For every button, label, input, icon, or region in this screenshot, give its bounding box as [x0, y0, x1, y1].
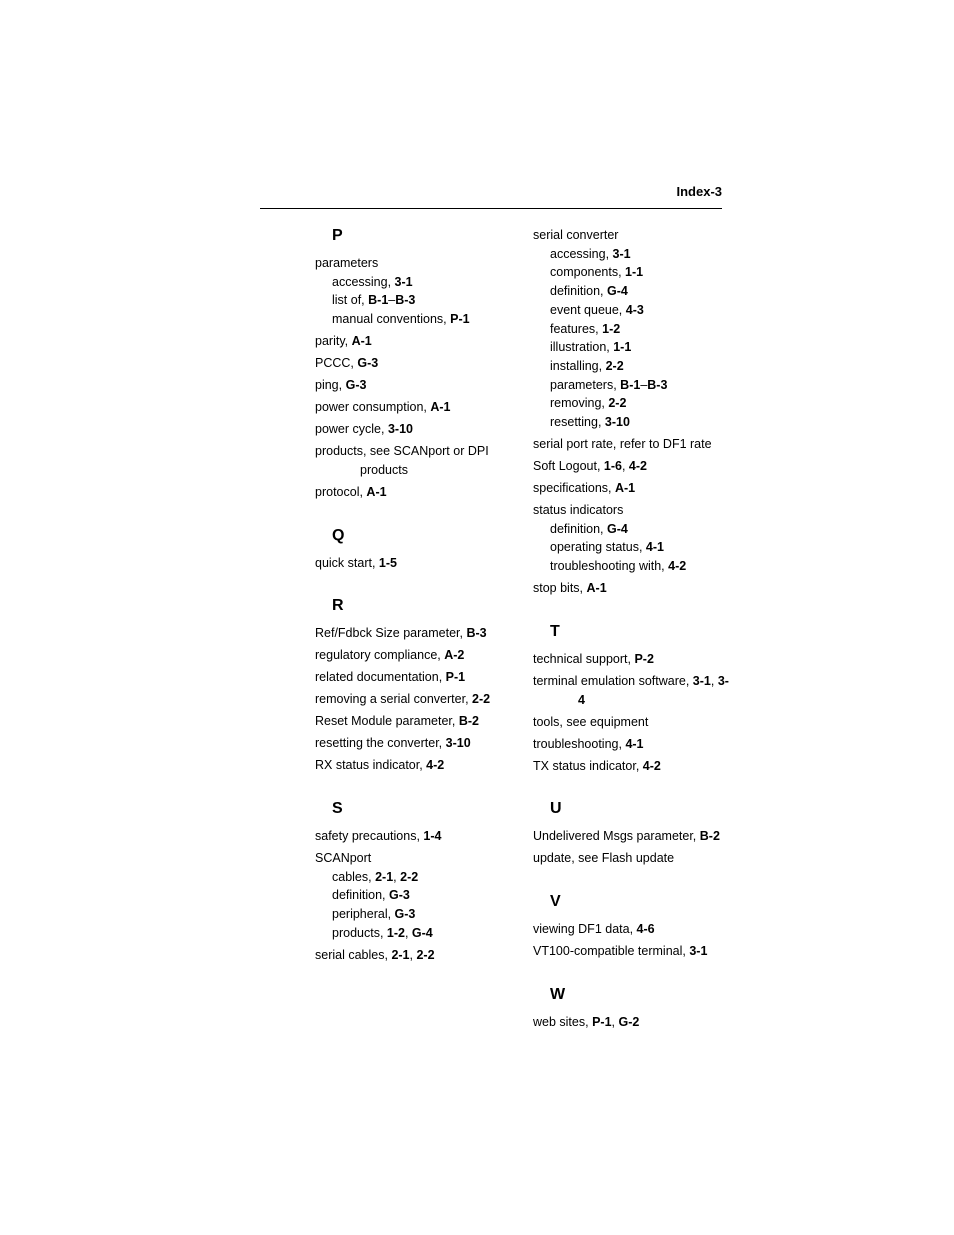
- page-ref: P-1: [450, 312, 470, 327]
- index-subentry: [550, 357, 733, 376]
- index-subentry: [332, 924, 515, 943]
- entry-text: web sites,: [533, 1014, 593, 1029]
- subentry-text: cables,: [332, 869, 376, 884]
- entry-text: PCCC,: [315, 356, 358, 371]
- page-separator: ,: [621, 459, 629, 474]
- page-separator: ,: [409, 947, 417, 962]
- page-ref: 2-2: [608, 396, 627, 411]
- page-ref: A-1: [351, 334, 372, 349]
- entry-text: SCANport: [315, 850, 372, 865]
- page-ref: G-3: [394, 907, 416, 922]
- page-ref: 3-1: [394, 274, 413, 289]
- index-subentry: [550, 520, 733, 539]
- section-letter: S: [332, 799, 343, 817]
- page-ref: 4-1: [645, 540, 664, 555]
- index-subentry: [332, 310, 515, 329]
- entry-text: quick start,: [315, 555, 379, 570]
- page-ref: P-1: [445, 670, 466, 685]
- index-subentry: [550, 538, 733, 557]
- subentry-text: features,: [550, 321, 603, 336]
- entry-text: safety precautions,: [315, 828, 424, 843]
- subentry-text: resetting,: [550, 415, 605, 430]
- subentry-text: definition,: [550, 284, 607, 299]
- index-column-right: [533, 226, 733, 1035]
- page-separator: ,: [404, 925, 412, 940]
- page-ref: A-1: [614, 481, 636, 496]
- page-ref: G-4: [411, 925, 433, 940]
- index-entry: [315, 332, 515, 351]
- entry-text: stop bits,: [533, 581, 587, 596]
- index-entry: [533, 849, 733, 868]
- page-ref: B-3: [466, 626, 487, 641]
- section-letter: R: [332, 597, 344, 615]
- page-ref: G-2: [618, 1014, 640, 1029]
- entry-text: TX status indicator,: [533, 758, 643, 773]
- index-entry: [315, 254, 515, 329]
- page-separator: –: [388, 293, 396, 308]
- entry-text: power cycle,: [315, 422, 388, 437]
- subentry-text: illustration,: [550, 340, 614, 355]
- index-entry: [315, 646, 515, 665]
- page-ref: 2-2: [472, 692, 491, 707]
- index-entry: [315, 827, 515, 846]
- entry-text: troubleshooting,: [533, 736, 626, 751]
- page-ref: B-3: [647, 377, 668, 392]
- subentry-text: troubleshooting with,: [550, 559, 669, 574]
- index-entry: [533, 920, 733, 939]
- index-entry: [315, 734, 515, 753]
- section-letter: P: [332, 227, 343, 244]
- index-subentry: [550, 263, 733, 282]
- index-entry: [315, 712, 515, 731]
- index-entry: [533, 226, 733, 432]
- subentry-text: accessing,: [550, 246, 613, 261]
- entry-text: tools, see equipment: [533, 714, 649, 729]
- index-entry: [533, 501, 733, 576]
- page-ref: B-2: [458, 714, 479, 729]
- page-ref: 3-10: [604, 415, 630, 430]
- page-ref: 1-1: [613, 340, 632, 355]
- index-subentry: [550, 320, 733, 339]
- page-separator: ,: [710, 673, 718, 688]
- entry-text: parity,: [315, 334, 352, 349]
- page-ref: 4-2: [628, 459, 647, 474]
- page-ref: G-3: [357, 356, 379, 371]
- subentry-text: list of,: [332, 293, 369, 308]
- subentry-text: removing,: [550, 396, 609, 411]
- index-entry: [533, 735, 733, 754]
- index-entry: [533, 579, 733, 598]
- index-entry: [315, 946, 515, 965]
- page-ref: 1-4: [423, 828, 442, 843]
- index-subentry: [550, 301, 733, 320]
- index-subentry: [332, 868, 515, 887]
- entry-text: Undelivered Msgs parameter,: [533, 829, 700, 844]
- page-separator: ,: [393, 869, 401, 884]
- section-letter: U: [550, 800, 562, 818]
- subentry-text: operating status,: [550, 540, 646, 555]
- page-ref: A-1: [586, 581, 607, 596]
- index-entry: [315, 756, 515, 775]
- entry-text: protocol,: [315, 484, 367, 499]
- page-ref: 4-2: [642, 758, 661, 773]
- entry-text: update, see Flash update: [533, 851, 675, 866]
- entry-text: resetting the converter,: [315, 736, 446, 751]
- subentry-text: parameters,: [550, 377, 621, 392]
- page-ref: 4-2: [668, 559, 687, 574]
- subentry-text: components,: [550, 265, 626, 280]
- page-ref: G-3: [345, 378, 367, 393]
- index-entry: [533, 713, 733, 732]
- page-ref: P-1: [592, 1014, 612, 1029]
- index-entry: [315, 483, 515, 502]
- section-letter: W: [550, 985, 566, 1003]
- page-ref: B-2: [699, 829, 720, 844]
- page-ref: 2-2: [400, 869, 419, 884]
- index-subentry: [550, 338, 733, 357]
- subentry-text: products,: [332, 925, 387, 940]
- entry-text: VT100-compatible terminal,: [533, 943, 690, 958]
- subentry-text: definition,: [550, 521, 607, 536]
- index-entry: [533, 942, 733, 961]
- subentry-text: manual conventions,: [332, 312, 451, 327]
- page-ref: B-1: [368, 293, 389, 308]
- entry-text: removing a serial converter,: [315, 692, 473, 707]
- page-ref: 3-1: [612, 246, 631, 261]
- subentry-text: definition,: [332, 888, 389, 903]
- section-letter: T: [550, 622, 560, 640]
- entry-text: ping,: [315, 378, 346, 393]
- page-ref: 2-1: [375, 869, 394, 884]
- page-ref: 1-1: [625, 265, 644, 280]
- page-ref: B-1: [620, 377, 641, 392]
- index-subentry: [550, 245, 733, 264]
- index-entry: [533, 457, 733, 476]
- entry-text: terminal emulation software,: [533, 673, 693, 688]
- page-ref: 3-10: [387, 422, 413, 437]
- subentry-text: installing,: [550, 358, 606, 373]
- entry-text: serial cables,: [315, 947, 392, 962]
- index-entry: [315, 420, 515, 439]
- index-column-left: [315, 226, 515, 968]
- page-ref: 4-1: [625, 736, 644, 751]
- page-ref: A-1: [430, 400, 451, 415]
- index-subentry: [550, 394, 733, 413]
- index-entry: [533, 672, 733, 709]
- entry-text: products, see SCANport or DPI products: [315, 444, 489, 477]
- page-ref: 2-1: [391, 947, 410, 962]
- entry-text: Soft Logout,: [533, 459, 604, 474]
- subentry-text: peripheral,: [332, 907, 395, 922]
- index-entry: [533, 827, 733, 846]
- index-entry: [533, 650, 733, 669]
- index-entry: [533, 479, 733, 498]
- subentry-text: accessing,: [332, 274, 395, 289]
- index-entry: [315, 690, 515, 709]
- index-entry: [315, 398, 515, 417]
- index-subentry: [332, 905, 515, 924]
- page-ref: G-4: [606, 284, 628, 299]
- subentry-text: event queue,: [550, 302, 626, 317]
- entry-text: parameters: [315, 256, 379, 270]
- page-ref: 3-10: [445, 736, 471, 751]
- page-ref: 3-1: [689, 943, 708, 958]
- page-ref: 3-1: [692, 673, 711, 688]
- page-ref: B-3: [395, 293, 416, 308]
- entry-text: RX status indicator,: [315, 758, 427, 773]
- page-ref: 4-3: [625, 302, 644, 317]
- section-letter: Q: [332, 526, 345, 544]
- index-entry: [315, 849, 515, 943]
- entry-text: technical support,: [533, 651, 635, 666]
- index-subentry: [550, 413, 733, 432]
- page-ref: A-1: [366, 484, 387, 499]
- index-subentry: [332, 273, 515, 292]
- page-ref: 1-5: [378, 555, 397, 570]
- page-ref: 1-6: [603, 459, 622, 474]
- index-entry: [315, 442, 515, 479]
- page-ref: 2-2: [416, 947, 435, 962]
- index-subentry: [332, 886, 515, 905]
- page-ref: A-2: [444, 648, 465, 663]
- index-entry: [315, 624, 515, 643]
- index-entry: [533, 757, 733, 776]
- section-letter: V: [550, 892, 561, 910]
- entry-text: status indicators: [533, 503, 624, 518]
- entry-text: Ref/Fdbck Size parameter,: [315, 626, 467, 641]
- entry-text: related documentation,: [315, 670, 446, 685]
- index-entry: [533, 1013, 733, 1032]
- page-separator: –: [640, 377, 648, 392]
- index-subentry: [332, 291, 515, 310]
- entry-text: viewing DF1 data,: [533, 921, 637, 936]
- index-entry: [533, 435, 733, 454]
- entry-text: specifications,: [533, 481, 615, 496]
- index-entry: [315, 668, 515, 687]
- entry-text: Reset Module parameter,: [315, 714, 459, 729]
- index-subentry: [550, 376, 733, 395]
- index-entry: [315, 376, 515, 395]
- entry-text: serial port rate, refer to DF1 rate: [533, 437, 712, 452]
- running-header: Index-3: [676, 184, 722, 199]
- page-ref: 4-2: [426, 758, 445, 773]
- index-entry: [315, 354, 515, 373]
- page-ref: 1-2: [386, 925, 405, 940]
- page-ref: G-4: [606, 521, 628, 536]
- header-rule: [260, 208, 722, 209]
- entry-text: regulatory compliance,: [315, 648, 445, 663]
- index-subentry: [550, 282, 733, 301]
- page-ref: G-3: [388, 888, 410, 903]
- page-ref: 4-6: [636, 921, 655, 936]
- page-ref: P-2: [634, 651, 654, 666]
- index-subentry: [550, 557, 733, 576]
- page-ref: 3-4: [578, 673, 729, 707]
- index-entry: [315, 554, 515, 573]
- entry-text: power consumption,: [315, 400, 431, 415]
- entry-text: serial converter: [533, 228, 619, 242]
- page-ref: 2-2: [605, 358, 624, 373]
- page-separator: ,: [611, 1014, 619, 1029]
- page-ref: 1-2: [602, 321, 621, 336]
